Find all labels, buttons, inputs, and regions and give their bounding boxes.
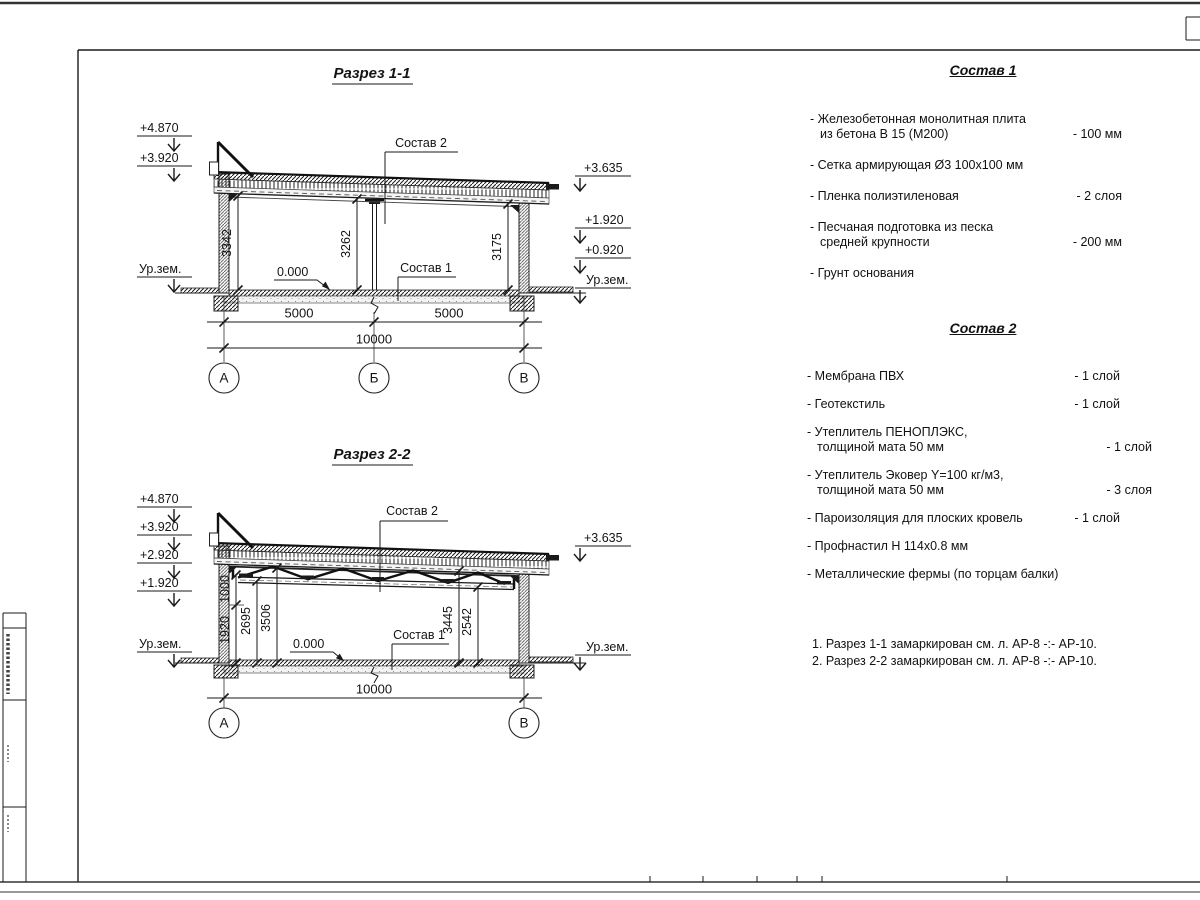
section2-elevations-right	[574, 531, 631, 670]
svg-text:Состав 2: Состав 2	[395, 136, 447, 150]
list-item: - Утеплитель ПЕНОПЛЭКС, толщиной мата 50 мм - 1 слой	[807, 425, 1152, 454]
svg-text:В: В	[519, 370, 529, 386]
svg-text:В: В	[519, 715, 529, 731]
sostav2-heading: Состав 2	[949, 320, 1017, 336]
svg-text:3175: 3175	[490, 233, 504, 261]
svg-text:1920: 1920	[218, 616, 232, 644]
svg-text:10000: 10000	[355, 331, 393, 347]
svg-text:Ур.зем.: Ур.зем.	[139, 637, 182, 651]
section1-elevations-right	[574, 161, 631, 303]
svg-text:+4.870: +4.870	[140, 492, 179, 506]
section1-title: Разрез 1-1	[333, 65, 411, 82]
svg-text:10000: 10000	[355, 681, 393, 697]
title-block-ticks	[650, 876, 1007, 882]
list-item: - Пароизоляция для плоских кровель - 1 слой	[807, 511, 1120, 525]
svg-text:+2.920: +2.920	[140, 548, 179, 562]
list-item: - Утеплитель Эковер Y=100 кг/м3, толщиной мата 50 мм - 3 слоя	[807, 468, 1152, 497]
svg-text:3445: 3445	[441, 606, 455, 634]
list-item: - Пленка полиэтиленовая - 2 слоя	[810, 189, 1122, 203]
svg-text:Б: Б	[369, 370, 379, 386]
svg-text:1000: 1000	[218, 575, 232, 603]
svg-text:Ур.зем.: Ур.зем.	[139, 262, 182, 276]
svg-text:2542: 2542	[460, 608, 474, 636]
svg-text:5000: 5000	[434, 305, 464, 321]
svg-text:3262: 3262	[339, 230, 353, 258]
section-2-2	[137, 446, 631, 738]
svg-text:Состав 1: Состав 1	[400, 261, 452, 275]
section1-bottom-dims	[207, 297, 542, 362]
svg-text:+1.920: +1.920	[140, 576, 179, 590]
svg-text:+1.920: +1.920	[585, 213, 624, 227]
list-item: - Профнастил Н 114х0.8 мм	[807, 539, 969, 553]
svg-text:А: А	[219, 715, 229, 731]
note-line: 1. Разрез 1-1 замаркирован см. л. АР-8 -:- АР-10.	[812, 637, 1097, 651]
svg-text:Состав 2: Состав 2	[386, 504, 438, 518]
svg-text:+4.870: +4.870	[140, 121, 179, 135]
svg-text:+3.635: +3.635	[584, 531, 623, 545]
svg-text:Ур.зем.: Ур.зем.	[586, 640, 629, 654]
svg-text:0.000: 0.000	[293, 637, 325, 651]
sostav1-heading: Состав 1	[949, 62, 1017, 78]
sostav1-list	[810, 112, 1122, 297]
section1-interior-dims	[220, 192, 513, 295]
svg-text:0.000: 0.000	[277, 265, 309, 279]
svg-text:3506: 3506	[259, 604, 273, 632]
svg-text:Ур.зем.: Ур.зем.	[586, 273, 629, 287]
sostav2-list	[807, 369, 1152, 595]
svg-text:Состав 1: Состав 1	[393, 628, 445, 642]
left-stamp-strip	[3, 613, 26, 882]
section2-title: Разрез 2-2	[333, 446, 411, 463]
note-line: 2. Разрез 2-2 замаркирован см. л. АР-8 -:- АР-10.	[812, 653, 1097, 668]
list-item: - Песчаная подготовка из песка средней крупности - 200 мм	[810, 220, 1122, 249]
list-item: - Геотекстиль - 1 слой	[807, 397, 1120, 411]
list-item: - Грунт основания	[810, 266, 915, 280]
section2-bottom-dims	[207, 676, 542, 708]
section1-zero-level	[274, 265, 330, 290]
section2-elevations-left	[137, 492, 192, 667]
svg-text:5000: 5000	[284, 305, 314, 321]
list-item: - Мембрана ПВХ - 1 слой	[807, 369, 1120, 383]
section1-axis-bubbles	[209, 363, 539, 393]
section-1-1	[137, 65, 631, 393]
svg-text:А: А	[219, 370, 229, 386]
svg-text:+3.920: +3.920	[140, 520, 179, 534]
svg-text:+0.920: +0.920	[585, 243, 624, 257]
svg-text:+3.635: +3.635	[584, 161, 623, 175]
section1-elevations-left	[137, 121, 192, 292]
section1-building	[175, 142, 586, 314]
list-item: - Железобетонная монолитная плита из бетона В 15 (М200) - 100 мм	[810, 112, 1122, 141]
notes	[812, 637, 1152, 670]
svg-text:3342: 3342	[220, 229, 234, 257]
list-item: - Металлические фермы (по торцам балки)	[807, 567, 1059, 581]
svg-text:2695: 2695	[239, 607, 253, 635]
section2-zero-level	[290, 637, 344, 661]
list-item: - Сетка армирующая Ø3 100х100 мм	[810, 158, 1024, 172]
svg-text:+3.920: +3.920	[140, 151, 179, 165]
section2-axis-bubbles	[209, 708, 539, 738]
